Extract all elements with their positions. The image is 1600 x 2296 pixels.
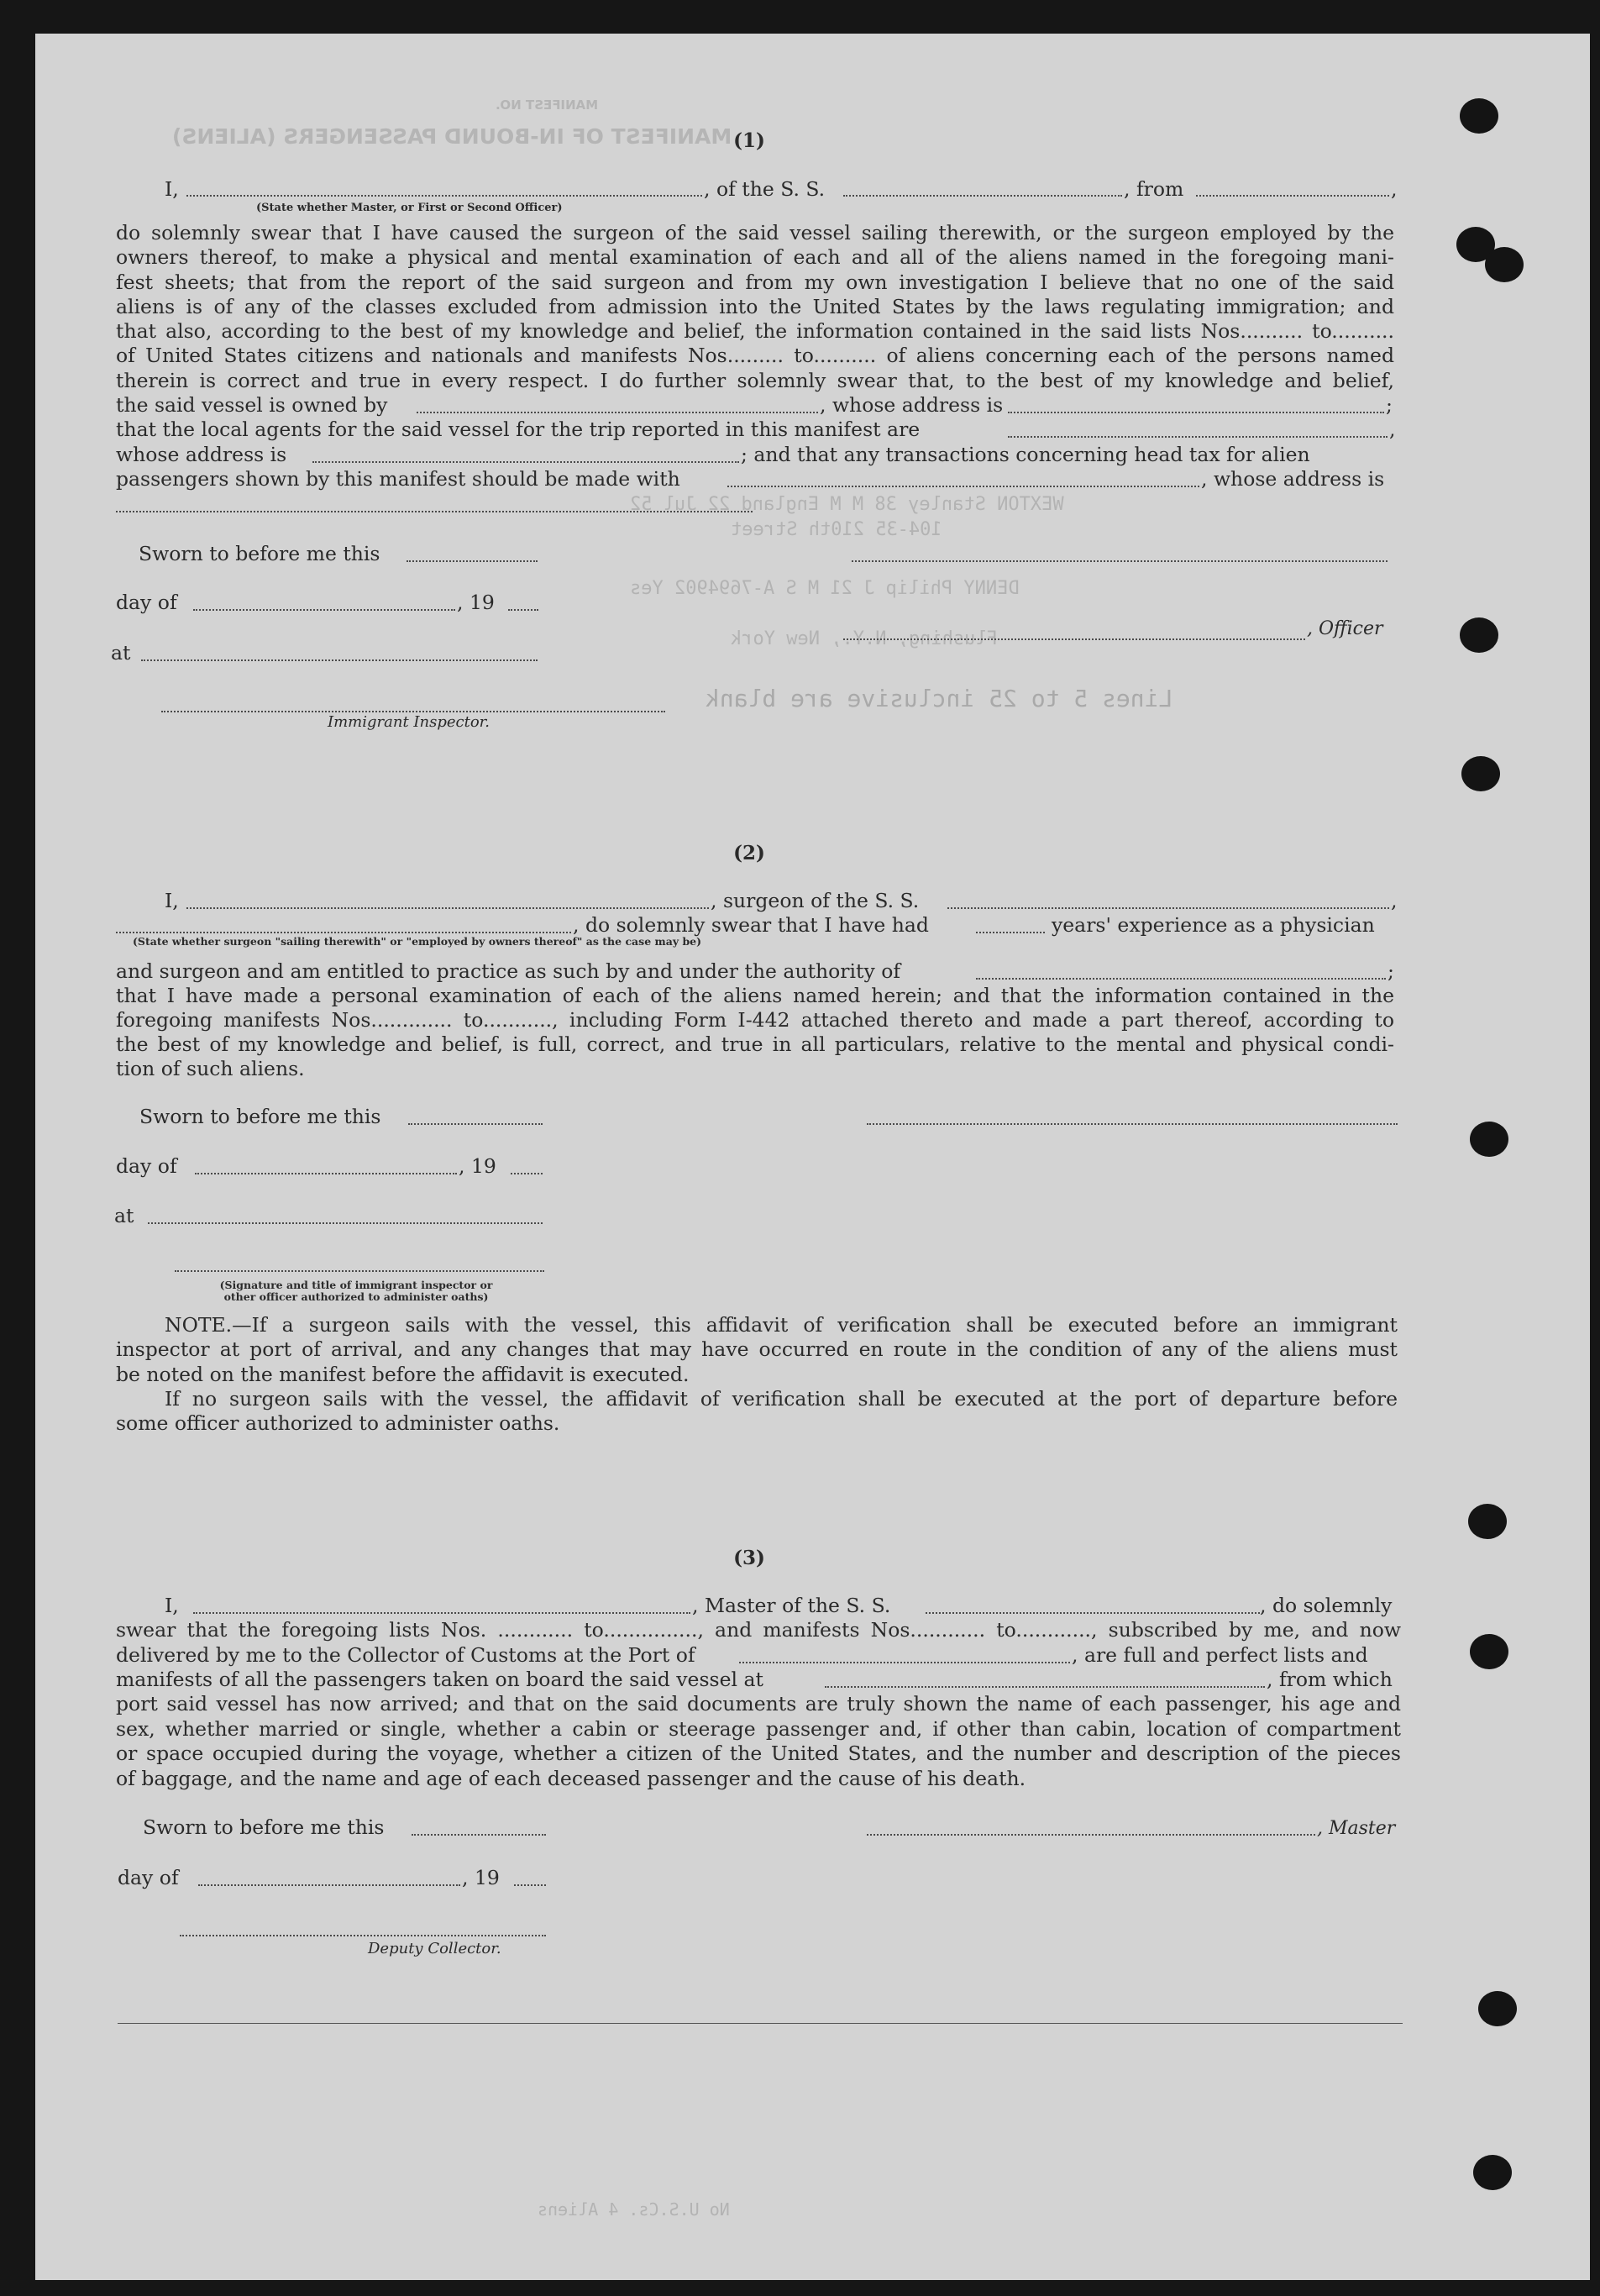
para-line: that also, according to the best of my knowledge and belief, the information contained in the said lists Nos.......... to.......... <box>116 319 1394 343</box>
year-label: , 19 <box>457 591 495 614</box>
bleed-header-title: MANIFEST OF IN-BOUND PASSENGERS (ALIENS) <box>172 124 732 149</box>
para-line: fest sheets; that from the report of the said surgeon and from my own investigation I believe that no one of the said <box>116 271 1394 294</box>
agent-address-label: whose address is <box>116 443 287 466</box>
deputy-signature-field[interactable] <box>180 1935 546 1936</box>
note-line: NOTE.—If a surgeon sails with the vessel, this affidavit of verification shall be executed before an immigrant <box>165 1313 1398 1337</box>
years-experience-label: years' experience as a physician <box>1052 913 1375 937</box>
i-label: I, <box>165 1594 179 1617</box>
head-tax-label: ; and that any transactions concerning head tax for alien <box>741 443 1310 466</box>
do-solemnly-label: , do solemnly <box>1260 1594 1393 1617</box>
bleed-blank-lines: Lines 5 to 25 inclusive are blank <box>706 685 1173 712</box>
para-line: owners thereof, to make a physical and mental examination of each and all of the aliens named in the foregoing mani- <box>116 245 1394 269</box>
of-ss-label: , of the S. S. <box>704 177 826 201</box>
sworn-label: Sworn to before me this <box>139 1105 381 1128</box>
bleed-row-2: 104-35 210th Street <box>731 519 942 540</box>
section-number-2: (2) <box>733 842 765 864</box>
note-line: some officer authorized to administer oaths. <box>116 1411 560 1435</box>
para-line: or space occupied during the voyage, whether a citizen of the United States, and the number and description of the pieces <box>116 1742 1401 1765</box>
from-which-label: , from which <box>1267 1668 1393 1691</box>
semicolon: ; <box>1388 959 1394 983</box>
year-label: , 19 <box>462 1866 500 1889</box>
whose-address-label-2: , whose address is <box>1201 467 1385 491</box>
deputy-collector-caption: Deputy Collector. <box>368 1940 501 1957</box>
signature-caption-line-1: (Signature and title of immigrant inspector or <box>219 1279 493 1291</box>
section-number-3: (3) <box>733 1547 765 1569</box>
master-caption: (State whether Master, or First or Second Officer) <box>256 202 563 214</box>
comma: , <box>1389 418 1396 441</box>
day-of-label: day of <box>118 1866 179 1889</box>
sworn-label: Sworn to before me this <box>139 542 380 565</box>
bleed-row-3: DENNY Philip J 21 M S A-7694902 Yes <box>630 578 1020 599</box>
day-of-label: day of <box>116 1154 177 1178</box>
para-line: of baggage, and the name and age of each deceased passenger and the cause of his death. <box>116 1767 1026 1790</box>
year-field[interactable] <box>514 1884 546 1886</box>
surgeon-of-ss-label: , surgeon of the S. S. <box>711 889 920 912</box>
surgeon-caption: (State whether surgeon "sailing therewith" or "employed by owners thereof" as the case may be) <box>133 935 702 948</box>
para-line: sex, whether married or single, whether a cabin or steerage passenger and, if other than cabin, location of compartment <box>116 1717 1401 1741</box>
bleed-manifest-no: MANIFEST NO. <box>496 97 599 113</box>
collector-port-label: delivered by me to the Collector of Customs at the Port of <box>116 1643 695 1667</box>
comma: , <box>1391 177 1398 201</box>
inspector-caption: Immigrant Inspector. <box>328 713 490 731</box>
head-tax-contact-label: passengers shown by this manifest should be made with <box>116 467 680 491</box>
day-of-label: day of <box>116 591 177 614</box>
para-line: therein is correct and true in every respect. I do further solemnly swear that, to the best of my knowledge and belief, <box>116 369 1394 392</box>
para-line: aliens is of any of the classes excluded from admission into the United States by the laws regulating immigration; and <box>116 295 1394 318</box>
comma: , <box>1391 889 1398 912</box>
swear-had-label: , do solemnly swear that I have had <box>573 913 929 937</box>
month-field[interactable] <box>198 1884 460 1886</box>
note-line: If no surgeon sails with the vessel, the affidavit of verification shall be executed at the port of departure before <box>165 1387 1398 1411</box>
whose-address-label: , whose address is <box>820 393 1004 417</box>
note-line: be noted on the manifest before the affidavit is executed. <box>116 1363 690 1386</box>
taken-aboard-label: manifests of all the passengers taken on board the said vessel at <box>116 1668 763 1691</box>
authority-label: and surgeon and am entitled to practice as such by and under the authority of <box>116 959 901 983</box>
para-line: of United States citizens and nationals and manifests Nos......... to.......... of aliens concerning each of the persons named <box>116 344 1394 367</box>
sworn-day-field[interactable] <box>412 1834 546 1836</box>
para-line: foregoing manifests Nos............. to..........., including Form I-442 attached thereto and made a part thereof, according to <box>116 1008 1394 1032</box>
full-perfect-label: , are full and perfect lists and <box>1072 1643 1368 1667</box>
master-signature-field[interactable] <box>867 1834 1315 1836</box>
at-label: at <box>111 641 131 665</box>
signature-caption-line-2: other officer authorized to administer oaths) <box>223 1290 489 1303</box>
note-line: inspector at port of arrival, and any changes that may have occurred en route in the condition of any of the aliens must <box>116 1337 1398 1361</box>
para-line: swear that the foregoing lists Nos. ............ to..............., and manifests Nos............ to............, subscribed by me, and now <box>116 1618 1401 1642</box>
bottom-rule <box>118 2023 1403 2024</box>
owned-by-label: the said vessel is owned by <box>116 393 388 417</box>
semicolon: ; <box>1386 393 1393 417</box>
master-label: , Master <box>1317 1818 1396 1839</box>
para-line: the best of my knowledge and belief, is full, correct, and true in all particulars, relative to the mental and physical condi- <box>116 1032 1394 1056</box>
para-line: tion of such aliens. <box>116 1057 305 1080</box>
arrival-vessel-field[interactable] <box>926 1612 1260 1614</box>
i-label: I, <box>165 889 179 912</box>
master-of-ss-label: , Master of the S. S. <box>692 1594 891 1617</box>
para-line: do solemnly swear that I have caused the surgeon of the said vessel sailing therewith, or the surgeon employed by the <box>116 221 1394 244</box>
section-number-1: (1) <box>733 129 765 152</box>
para-line: that I have made a personal examination of each of the aliens named herein; and that the information contained in the <box>116 984 1394 1007</box>
collector-port-field[interactable] <box>739 1662 1070 1663</box>
para-line: port said vessel has now arrived; and that on the said documents are truly shown the name of each passenger, his age and <box>116 1692 1401 1715</box>
sworn-label: Sworn to before me this <box>143 1815 385 1839</box>
bleed-footer: No U.S.Cs. 4 Aliens <box>538 2199 730 2220</box>
i-label: I, <box>165 177 179 201</box>
bleed-row-4: Flushing, N.Y., New York <box>731 628 998 649</box>
local-agents-label: that the local agents for the said vessel for the trip reported in this manifest are <box>116 418 921 441</box>
from-label: , from <box>1124 177 1184 201</box>
officer-label: , Officer <box>1307 618 1383 639</box>
bleed-row-1: WEXTON Stanley 38 M M England 22 Jul 52 <box>630 494 1064 515</box>
year-label: , 19 <box>459 1154 496 1178</box>
departure-port-field[interactable] <box>825 1686 1265 1688</box>
at-label: at <box>114 1204 134 1227</box>
master-name-field[interactable] <box>193 1612 690 1614</box>
